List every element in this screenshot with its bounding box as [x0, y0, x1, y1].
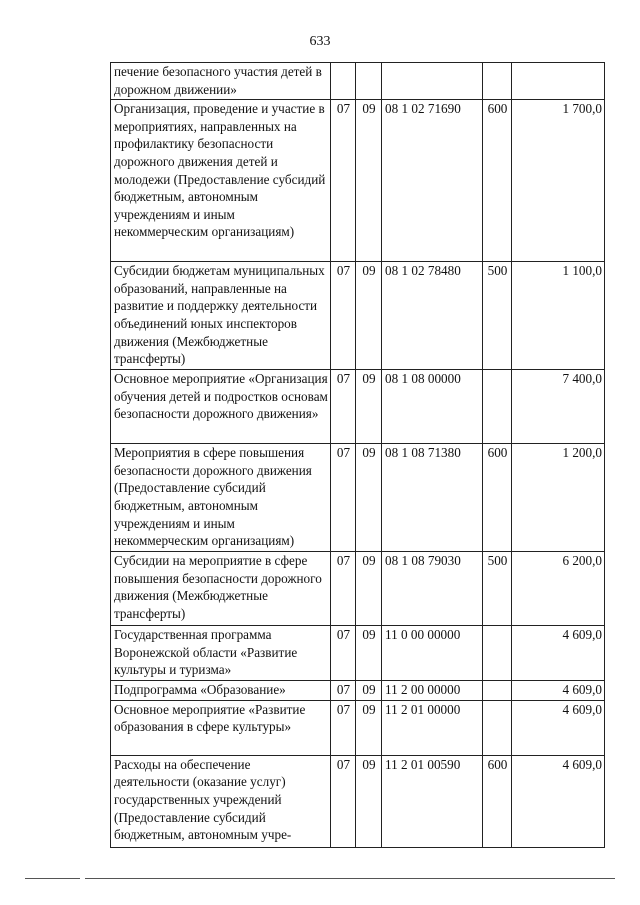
row-target-article: 08 1 08 79030 — [382, 552, 483, 626]
row-target-article — [382, 63, 483, 100]
row-subsection: 09 — [356, 444, 382, 552]
table-row — [111, 444, 605, 552]
table-row — [111, 700, 605, 755]
row-section: 07 — [331, 262, 356, 370]
row-subsection: 09 — [356, 370, 382, 444]
row-target-article: 08 1 02 78480 — [382, 262, 483, 370]
table-row — [111, 552, 605, 626]
row-expense-type — [483, 700, 512, 755]
row-section: 07 — [331, 370, 356, 444]
row-expense-type: 500 — [483, 262, 512, 370]
row-name: Субсидии на мероприятие в сфере повышения безопасности дорожного движения (Межбюджетные трансферты) — [111, 552, 331, 626]
table-row — [111, 370, 605, 444]
row-section: 07 — [331, 626, 356, 681]
row-amount: 4 609,0 — [512, 700, 605, 755]
row-section: 07 — [331, 444, 356, 552]
footer-rule-left — [25, 878, 80, 879]
row-subsection: 09 — [356, 100, 382, 262]
row-name: Государственная программа Воронежской области «Развитие культуры и туризма» — [111, 626, 331, 681]
row-amount: 4 609,0 — [512, 681, 605, 701]
row-subsection: 09 — [356, 552, 382, 626]
row-subsection: 09 — [356, 755, 382, 847]
row-subsection: 09 — [356, 626, 382, 681]
row-subsection: 09 — [356, 262, 382, 370]
row-amount: 1 700,0 — [512, 100, 605, 262]
row-name: Мероприятия в сфере повышения безопасности дорожного движения (Предоставление субсидий бюджетным, автономным учреждениям и иным некоммерческим организациям) — [111, 444, 331, 552]
row-section — [331, 63, 356, 100]
row-subsection: 09 — [356, 681, 382, 701]
page-number: 633 — [309, 34, 331, 49]
row-expense-type — [483, 626, 512, 681]
row-target-article: 08 1 02 71690 — [382, 100, 483, 262]
table-row — [111, 755, 605, 847]
row-amount: 1 100,0 — [512, 262, 605, 370]
row-name: Расходы на обеспечение деятельности (оказание услуг) государственных учреждений (Предоставление субсидий бюджетным, автономным учре- — [111, 755, 331, 847]
row-expense-type: 600 — [483, 100, 512, 262]
row-target-article: 11 0 00 00000 — [382, 626, 483, 681]
row-subsection: 09 — [356, 700, 382, 755]
footer-rule-right — [85, 878, 615, 879]
row-name: Подпрограмма «Образование» — [111, 681, 331, 701]
row-expense-type — [483, 681, 512, 701]
table-row — [111, 100, 605, 262]
row-target-article: 11 2 01 00000 — [382, 700, 483, 755]
row-name: Организация, проведение и участие в мероприятиях, направленных на профилактику безопасности дорожного движения детей и молодежи (Предоставление субсидий бюджетным, автономным учреждениям и иным некоммерческим организациям) — [111, 100, 331, 262]
table-row — [111, 681, 605, 701]
row-section: 07 — [331, 755, 356, 847]
row-name: Основное мероприятие «Развитие образования в сфере культуры» — [111, 700, 331, 755]
row-target-article: 11 2 00 00000 — [382, 681, 483, 701]
row-section: 07 — [331, 552, 356, 626]
budget-table — [110, 62, 605, 848]
table-row — [111, 626, 605, 681]
row-amount: 7 400,0 — [512, 370, 605, 444]
row-amount: 1 200,0 — [512, 444, 605, 552]
table-row — [111, 262, 605, 370]
row-expense-type — [483, 370, 512, 444]
row-section: 07 — [331, 700, 356, 755]
row-target-article: 08 1 08 71380 — [382, 444, 483, 552]
row-amount: 4 609,0 — [512, 626, 605, 681]
row-subsection — [356, 63, 382, 100]
row-amount: 4 609,0 — [512, 755, 605, 847]
row-name: печение безопасного участия детей в дорожном движении» — [111, 63, 331, 100]
row-expense-type — [483, 63, 512, 100]
table-row — [111, 63, 605, 100]
row-section: 07 — [331, 681, 356, 701]
row-name: Субсидии бюджетам муниципальных образований, направленные на развитие и поддержку деятельности объединений юных инспекторов движения (Межбюджетные трансферты) — [111, 262, 331, 370]
row-expense-type: 500 — [483, 552, 512, 626]
row-expense-type: 600 — [483, 755, 512, 847]
row-section: 07 — [331, 100, 356, 262]
row-amount — [512, 63, 605, 100]
row-name: Основное мероприятие «Организация обучения детей и подростков основам безопасности дорожного движения» — [111, 370, 331, 444]
row-expense-type: 600 — [483, 444, 512, 552]
row-target-article: 11 2 01 00590 — [382, 755, 483, 847]
row-target-article: 08 1 08 00000 — [382, 370, 483, 444]
row-amount: 6 200,0 — [512, 552, 605, 626]
